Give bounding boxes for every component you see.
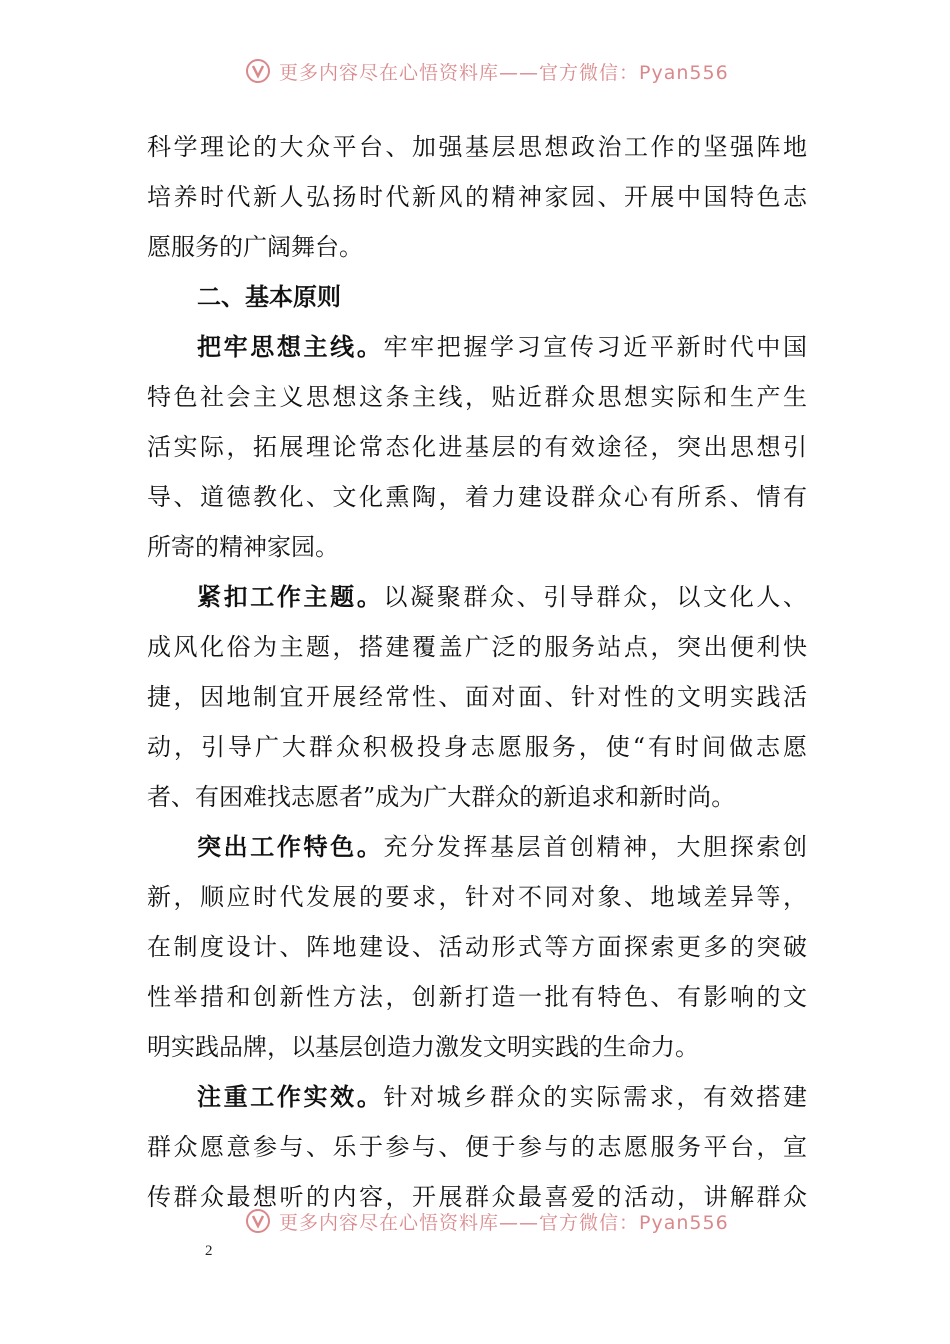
text-line: 性举措和创新性方法，创新打造一批有特色、有影响的文 <box>147 983 807 1011</box>
text-line: 群众愿意参与、乐于参与、便于参与的志愿服务平台，宣 <box>147 1133 807 1161</box>
text-line: 明实践品牌，以基层创造力激发文明实践的生命力。 <box>147 1033 699 1061</box>
text-line: 者、有困难找志愿者”成为广大群众的新追求和新时尚。 <box>147 783 736 811</box>
paragraph-lead: 突出工作特色。 <box>197 832 384 861</box>
paragraph-first-line <box>147 572 807 622</box>
paragraph-text: 针对城乡群众的实际需求，有效搭建 <box>383 1083 807 1111</box>
text-line: 培养时代新人弘扬时代新风的精神家园、开展中国特色志 <box>147 183 807 211</box>
paragraph-text: 以凝聚群众、引导群众，以文化人、 <box>383 583 807 611</box>
header-watermark <box>245 54 765 88</box>
paragraph-text: 充分发挥基层首创精神，大胆探索创 <box>383 833 807 861</box>
text-line: 动，引导广大群众积极投身志愿服务，使“有时间做志愿 <box>147 733 807 761</box>
text-line: 所寄的精神家园。 <box>147 533 339 561</box>
paragraph-lead: 注重工作实效。 <box>197 1082 384 1111</box>
paragraph-lead: 把牢思想主线。 <box>197 332 384 361</box>
footer-watermark <box>245 1204 765 1238</box>
section-heading: 二、基本原则 <box>197 283 341 311</box>
page-number: 2 <box>205 1243 213 1259</box>
brand-logo-icon <box>245 1208 271 1234</box>
text-line: 愿服务的广阔舞台。 <box>147 233 363 261</box>
text-line: 在制度设计、阵地建设、活动形式等方面探索更多的突破 <box>147 933 807 961</box>
text-line: 成风化俗为主题，搭建覆盖广泛的服务站点，突出便利快 <box>147 633 807 661</box>
text-line: 新，顺应时代发展的要求，针对不同对象、地域差异等， <box>147 883 807 911</box>
paragraph-first-line <box>147 1072 807 1122</box>
document-body <box>147 122 807 1222</box>
header-watermark-text: 更多内容尽在心悟资料库——官方微信：Pyan556 <box>279 61 729 84</box>
text-line: 传群众最想听的内容，开展群众最喜爱的活动，讲解群众 <box>147 1183 807 1211</box>
text-line: 捷，因地制宜开展经常性、面对面、针对性的文明实践活 <box>147 683 807 711</box>
paragraph-first-line <box>147 322 807 372</box>
paragraph-text: 牢牢把握学习宣传习近平新时代中国 <box>383 333 807 361</box>
paragraph-lead: 紧扣工作主题。 <box>197 582 384 611</box>
footer-watermark-text: 更多内容尽在心悟资料库——官方微信：Pyan556 <box>279 1211 729 1234</box>
brand-logo-icon <box>245 58 271 84</box>
text-line: 导、道德教化、文化熏陶，着力建设群众心有所系、情有 <box>147 483 807 511</box>
text-line: 特色社会主义思想这条主线，贴近群众思想实际和生产生 <box>147 383 807 411</box>
paragraph-first-line <box>147 822 807 872</box>
text-line: 科学理论的大众平台、加强基层思想政治工作的坚强阵地 <box>147 133 807 161</box>
text-line: 活实际，拓展理论常态化进基层的有效途径，突出思想引 <box>147 433 807 461</box>
